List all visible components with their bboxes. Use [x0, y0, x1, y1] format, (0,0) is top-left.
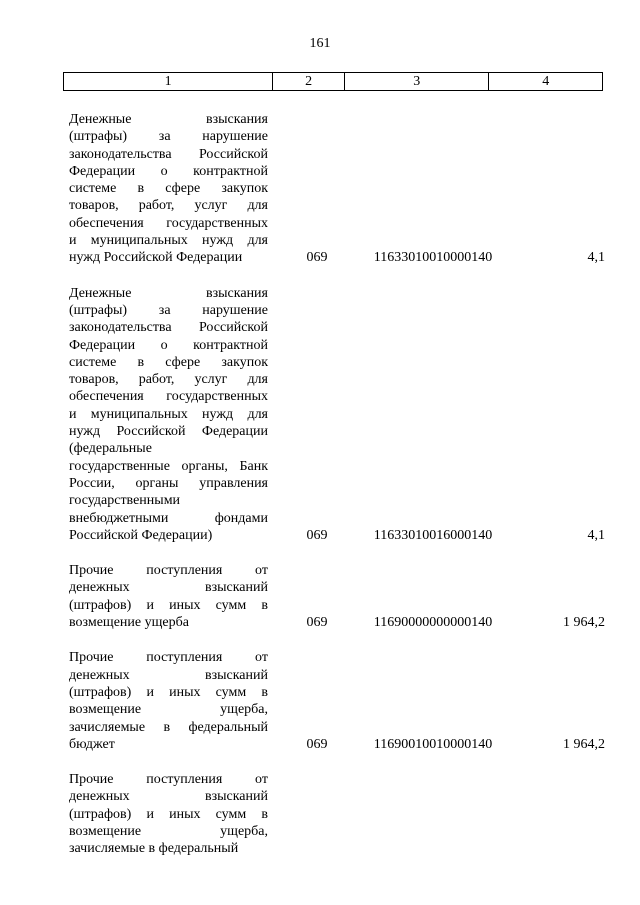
description-line: законодательства Российской: [69, 146, 268, 162]
description-line: возмещение ущерба: [69, 615, 189, 631]
description-line: и муниципальных нужд для: [69, 233, 268, 249]
row-admin-code: 069: [306, 527, 328, 543]
description-line: Федерации о контрактной: [69, 337, 268, 353]
description-line: Прочие поступления от: [69, 650, 268, 666]
description-line: государственные органы, Банк: [69, 458, 268, 474]
description-line: и муниципальных нужд для: [69, 406, 268, 422]
row-description: [69, 649, 268, 753]
table-row: [69, 111, 609, 267]
description-line: бюджет: [69, 736, 115, 752]
row-description: [69, 111, 268, 267]
header-col-2: 2: [273, 73, 345, 90]
header-col-4: 4: [542, 74, 550, 89]
description-line: возмещение ущерба,: [69, 823, 268, 839]
description-line: Денежные взыскания: [69, 285, 268, 301]
table-row: [69, 649, 609, 753]
description-line: системе в сфере закупок: [69, 181, 268, 197]
table-row: [69, 771, 609, 857]
description-line: обеспечения государственных: [69, 389, 268, 405]
row-amount: 1 964,2: [563, 615, 605, 631]
description-line: (штрафов) и иных сумм в: [69, 597, 268, 613]
description-line: Прочие поступления от: [69, 563, 268, 579]
description-line: Федерации о контрактной: [69, 163, 268, 179]
description-line: денежных взысканий: [69, 580, 268, 596]
row-admin-code: 069: [306, 250, 328, 266]
description-line: зачисляемые в федеральный: [69, 841, 239, 857]
description-line: нужд Российской Федерации: [69, 250, 243, 266]
row-revenue-code: 11690000000000140: [373, 615, 493, 631]
description-line: зачисляемые в федеральный: [69, 719, 268, 735]
description-line: возмещение ущерба,: [69, 702, 268, 718]
row-description: [69, 771, 268, 857]
row-admin-code: 069: [306, 615, 328, 631]
description-line: законодательства Российской: [69, 320, 268, 336]
row-description: [69, 285, 268, 544]
row-revenue-code: 11633010016000140: [373, 527, 493, 543]
description-line: государственными: [69, 493, 181, 509]
description-line: денежных взысканий: [69, 789, 268, 805]
description-line: внебюджетными фондами: [69, 510, 268, 526]
description-line: обеспечения государственных: [69, 215, 268, 231]
table-body: [69, 111, 609, 876]
description-line: денежных взысканий: [69, 667, 268, 683]
row-revenue-code: 11633010010000140: [373, 250, 493, 266]
row-description: [69, 562, 268, 631]
row-amount: 1 964,2: [563, 736, 605, 752]
table-header: [63, 72, 603, 91]
description-line: нужд Российской Федерации: [69, 424, 268, 440]
description-line: (штрафов) и иных сумм в: [69, 806, 268, 822]
row-revenue-code: 11690010010000140: [373, 736, 493, 752]
description-line: (штрафы) за нарушение: [69, 302, 268, 318]
description-line: (штрафов) и иных сумм в: [69, 684, 268, 700]
description-line: товаров, работ, услуг для: [69, 372, 268, 388]
description-line: (федеральные: [69, 441, 152, 457]
description-line: Российской Федерации): [69, 527, 213, 543]
description-line: Прочие поступления от: [69, 772, 268, 788]
description-line: России, органы управления: [69, 475, 268, 491]
table-row: [69, 285, 609, 544]
description-line: Денежные взыскания: [69, 112, 268, 127]
header-col-1: 1: [64, 73, 273, 90]
row-admin-code: 069: [306, 736, 328, 752]
table-row: [69, 562, 609, 631]
description-line: товаров, работ, услуг для: [69, 198, 268, 214]
row-amount: 4,1: [587, 250, 605, 266]
description-line: системе в сфере закупок: [69, 354, 268, 370]
header-col-3: 3: [345, 73, 489, 90]
page-number: 161: [309, 36, 331, 51]
row-amount: 4,1: [587, 527, 605, 543]
description-line: (штрафы) за нарушение: [69, 129, 268, 145]
